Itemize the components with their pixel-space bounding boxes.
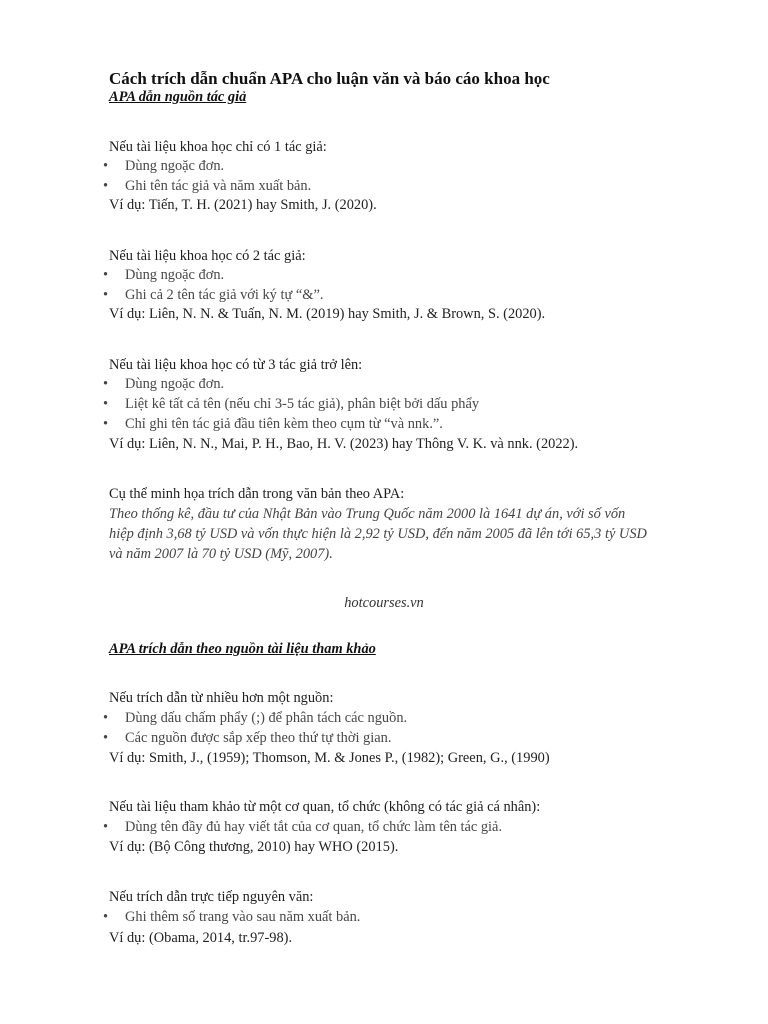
list-item-text: Ghi thêm số trang vào sau năm xuất bản.	[125, 909, 361, 925]
example-text: Ví dụ: Liên, N. N., Mai, P. H., Bao, H. V. (2023) hay Thông V. K. và nnk. (2022).	[109, 436, 579, 452]
illustration-line: và năm 2007 là 70 tỷ USD (Mỹ, 2007).	[109, 546, 333, 562]
group-lead: Nếu tài liệu khoa học chỉ có 1 tác giả:	[109, 139, 327, 155]
list-item-text: Ghi cả 2 tên tác giả với ký tự “&”.	[125, 287, 324, 303]
group-lead: Nếu tài liệu khoa học có từ 3 tác giả trở lên:	[109, 357, 363, 373]
bullet-icon: •	[103, 909, 109, 925]
list-item-text: Ghi tên tác giả và năm xuất bản.	[125, 178, 312, 194]
source-credit: hotcourses.vn	[344, 595, 424, 611]
group-lead: Nếu trích dẫn trực tiếp nguyên văn:	[109, 889, 314, 905]
bullet-icon: •	[103, 158, 109, 174]
group-lead: Nếu tài liệu tham khảo từ một cơ quan, tổ chức (không có tác giả cá nhân):	[109, 799, 541, 815]
bullet-icon: •	[103, 710, 109, 726]
bullet-icon: •	[103, 287, 109, 303]
example-text: Ví dụ: Liên, N. N. & Tuấn, N. M. (2019) hay Smith, J. & Brown, S. (2020).	[109, 306, 546, 322]
section-heading-references: APA trích dẫn theo nguồn tài liệu tham khảo	[109, 641, 376, 657]
list-item-text: Dùng ngoặc đơn.	[125, 158, 225, 174]
illustration-line: Theo thống kê, đầu tư của Nhật Bản vào Trung Quốc năm 2000 là 1641 dự án, với số vốn	[109, 506, 626, 522]
bullet-icon: •	[103, 819, 109, 835]
example-text: Ví dụ: (Obama, 2014, tr.97-98).	[109, 930, 293, 946]
example-text: Ví dụ: Smith, J., (1959); Thomson, M. & Jones P., (1982); Green, G., (1990)	[109, 750, 550, 766]
bullet-icon: •	[103, 416, 109, 432]
example-text: Ví dụ: (Bộ Công thương, 2010) hay WHO (2015).	[109, 839, 399, 855]
list-item-text: Dùng ngoặc đơn.	[125, 376, 225, 392]
group-lead: Nếu trích dẫn từ nhiều hơn một nguồn:	[109, 690, 334, 706]
bullet-icon: •	[103, 376, 109, 392]
page-title: Cách trích dẫn chuẩn APA cho luận văn và báo cáo khoa học	[109, 69, 550, 88]
bullet-icon: •	[103, 267, 109, 283]
bullet-icon: •	[103, 730, 109, 746]
illustration-line: hiệp định 3,68 tỷ USD và vốn thực hiện là 2,92 tỷ USD, đến năm 2005 đã lên tới 65,3 tỷ USD	[109, 526, 647, 542]
bullet-icon: •	[103, 396, 109, 412]
illustration-lead: Cụ thể minh họa trích dẫn trong văn bản theo APA:	[109, 486, 405, 502]
example-text: Ví dụ: Tiến, T. H. (2021) hay Smith, J. (2020).	[109, 197, 377, 213]
list-item-text: Chỉ ghi tên tác giả đầu tiên kèm theo cụm từ “và nnk.”.	[125, 416, 443, 432]
list-item-text: Dùng ngoặc đơn.	[125, 267, 225, 283]
list-item-text: Liệt kê tất cả tên (nếu chỉ 3-5 tác giả), phân biệt bởi dấu phẩy	[125, 396, 480, 412]
list-item-text: Dùng tên đầy đủ hay viết tắt của cơ quan, tổ chức làm tên tác giả.	[125, 819, 503, 835]
bullet-icon: •	[103, 178, 109, 194]
list-item-text: Các nguồn được sắp xếp theo thứ tự thời gian.	[125, 730, 392, 746]
section-heading-author: APA dẫn nguồn tác giả	[109, 89, 247, 105]
group-lead: Nếu tài liệu khoa học có 2 tác giả:	[109, 248, 306, 264]
list-item-text: Dùng dấu chấm phẩy (;) để phân tách các nguồn.	[125, 710, 408, 726]
